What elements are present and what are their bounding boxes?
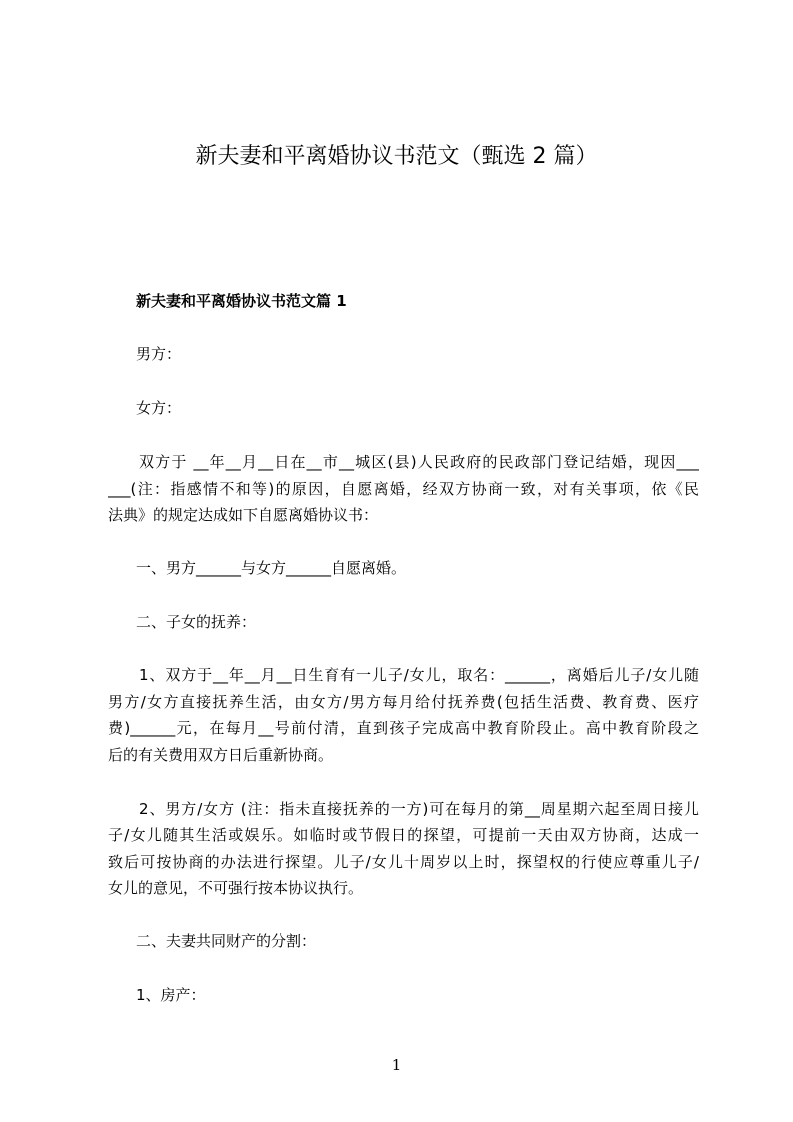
child-item-2-line: 2、男方/女方 (注：指未直接抚养的一方)可在每月的第__周星期六起至周日接儿 xyxy=(139,800,699,818)
page-title: 新夫妻和平离婚协议书范文（甄选 2 篇） xyxy=(195,144,598,169)
intro-line: 法典》的规定达成如下自愿离婚协议书： xyxy=(108,506,379,524)
child-item-2-line: 致后可按协商的办法进行探望。儿子/女儿十周岁以上时，探望权的行使应尊重儿子/ xyxy=(108,853,699,871)
child-item-2-line: 子/女儿随其生活或娱乐。如临时或节假日的探望，可提前一天由双方协商，达成一 xyxy=(108,826,699,844)
child-item-2-line: 女儿的意见，不可强行按本协议执行。 xyxy=(108,879,364,897)
section-heading: 新夫妻和平离婚协议书范文篇 1 xyxy=(136,292,347,310)
clause-property-heading: 二、夫妻共同财产的分割： xyxy=(136,932,317,950)
clause-divorce: 一、男方______与女方______自愿离婚。 xyxy=(136,559,407,577)
child-item-1-line: 1、双方于__年__月__日生育有一儿子/女儿，取名：______，离婚后儿子/女儿随 xyxy=(139,666,699,684)
intro-line: 双方于 __年__月__日在__市__城区(县)人民政府的民政部门登记结婚，现因___ xyxy=(139,453,699,471)
child-item-1-line: 男方/女方直接抚养生活，由女方/男方每月给付抚养费(包括生活费、教育费、医疗 xyxy=(108,693,699,711)
intro-line: ___(注：指感情不和等)的原因，自愿离婚，经双方协商一致，对有关事项，依《民 xyxy=(108,480,699,498)
clause-children-heading: 二、子女的抚养： xyxy=(136,613,257,631)
female-label: 女方： xyxy=(136,399,182,417)
child-item-1-line: 费)______元，在每月__号前付清，直到孩子完成高中教育阶段止。高中教育阶段之 xyxy=(108,719,699,737)
male-label: 男方： xyxy=(136,345,182,363)
child-item-1-line: 后的有关费用双方日后重新协商。 xyxy=(108,746,334,764)
property-item-house: 1、房产： xyxy=(136,986,206,1004)
page-number: 1 xyxy=(391,1056,402,1074)
